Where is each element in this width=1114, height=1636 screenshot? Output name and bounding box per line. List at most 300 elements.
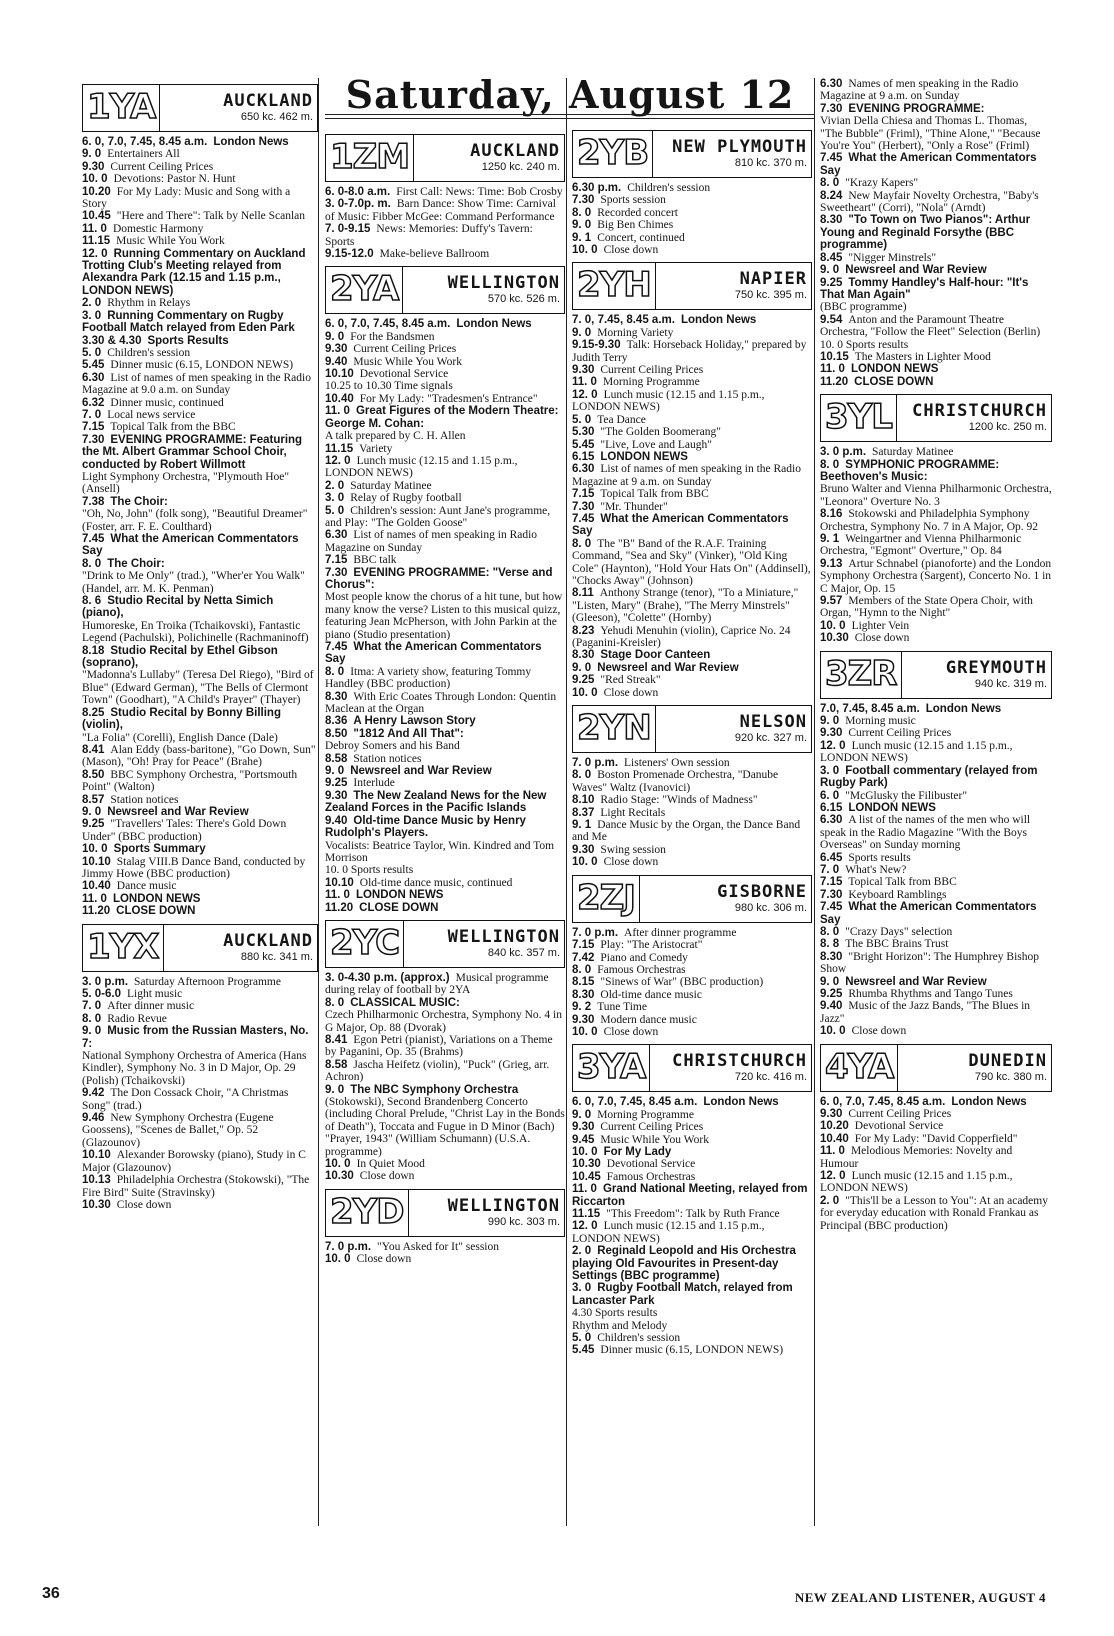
programme-title: "Travellers' Tales: There's Gold Down Under" (BBC production) — [82, 818, 287, 843]
programme-title: "Crazy Days" selection — [845, 925, 953, 938]
programme-entry — [82, 1199, 318, 1211]
programme-time: 7.15 — [82, 421, 105, 434]
programme-entry — [572, 1344, 812, 1356]
programme-time: 6.30 — [820, 814, 843, 827]
programme-entry — [325, 666, 565, 691]
programme-time: 10.10 — [325, 876, 354, 889]
programme-time: 11. 0 — [325, 889, 350, 902]
programme-time: 9.30 — [325, 789, 348, 802]
programme-entry — [572, 964, 812, 976]
programme-time: 7.15 — [325, 554, 348, 567]
programme-entry — [572, 1158, 812, 1170]
programme-entry — [572, 1171, 812, 1183]
programme-title: LONDON NEWS — [850, 363, 939, 376]
programme-title: Current Ceiling Prices — [848, 727, 952, 740]
programme-time: 9.30 — [572, 1121, 595, 1134]
programme-entry — [572, 1245, 812, 1282]
programme-time: 7.15 — [572, 939, 595, 952]
programme-title: CLOSE DOWN — [359, 901, 439, 914]
programme-title: "Drink to Me Only" (trad.), "Wher'er You Walk" (Handel, arr. M. K. Penman) — [82, 570, 305, 595]
programme-title: Newsreel and War Review — [845, 975, 987, 988]
programme-entry — [82, 570, 318, 595]
programme-time: 10. 0 — [572, 244, 598, 257]
programme-title: Bruno Walter and Vienna Philharmonic Orchestra, "Leonora" Overture No. 3 — [820, 483, 1052, 508]
programme-time: 9.25 — [325, 777, 348, 790]
programme-title: BBC talk — [353, 554, 397, 567]
programme-entry — [820, 314, 1052, 339]
programme-title: Close down — [603, 1025, 659, 1038]
programme-title: Tea Dance — [597, 413, 646, 426]
programme-title: Dinner music (6.15, LONDON NEWS) — [600, 1344, 784, 1357]
programme-entry — [572, 513, 812, 538]
programme-time: 7.45 — [820, 901, 843, 914]
programme-title: Close down — [603, 856, 659, 869]
programme-title: What the American Commentators Say — [82, 533, 299, 558]
programme-entry — [572, 1109, 812, 1121]
programme-entry — [820, 802, 1052, 814]
programme-time: 10. 0 — [820, 619, 846, 632]
programme-entry — [572, 1220, 812, 1245]
programme-title: Rhythm in Relays — [107, 297, 191, 310]
programme-entry — [82, 669, 318, 706]
station-city: AUCKLAND — [223, 91, 313, 111]
programme-entry — [820, 765, 1052, 790]
programme-entry — [325, 740, 565, 752]
programme-time: 11. 0 — [820, 363, 845, 376]
programme-entry — [82, 905, 318, 917]
programme-entry — [325, 777, 565, 789]
programme-title: "La Folia" (Corelli), English Dance (Dale) — [82, 731, 278, 744]
programme-title: Yehudi Menuhin (violin), Caprice No. 24 (Paganini-Kreisler) — [572, 624, 791, 649]
station-frequency: 880 kc. 341 m. — [240, 950, 313, 963]
programme-title: Radio Revue — [107, 1012, 167, 1025]
programme-entry — [82, 1050, 318, 1087]
programme-entry — [82, 744, 318, 769]
programme-time: 11.15 — [572, 1208, 601, 1220]
station-header — [572, 1044, 812, 1092]
programme-entry — [82, 508, 318, 533]
programme-title: Topical Talk from the BBC — [110, 421, 236, 434]
programme-time: 11.20 — [82, 905, 111, 918]
programme-time: 9.30 — [572, 1013, 595, 1026]
station-frequency: 980 kc. 306 m. — [734, 901, 807, 914]
programme-title: Debroy Somers and his Band — [325, 740, 460, 753]
programme-title: The Masters in Lighter Mood — [854, 350, 991, 363]
programme-entry — [572, 501, 812, 513]
station-block — [325, 134, 565, 260]
programme-time: 10.45 — [572, 1170, 601, 1183]
programme-title: "Bright Horizon": The Humphrey Bishop Show — [820, 950, 1039, 976]
column-4 — [820, 78, 1052, 1232]
programme-time: 5. 0 — [82, 346, 102, 359]
programme-time: 2. 0 — [82, 297, 102, 310]
programme-time: 6. 0, 7.0, 7.45, 8.45 a.m. — [82, 136, 208, 148]
programme-entry — [325, 1059, 565, 1084]
station-info — [902, 652, 1052, 698]
programme-entry — [820, 715, 1052, 727]
programme-time: 8.50 — [325, 727, 348, 740]
programme-time: 3. 0-4.30 p.m. (approx.) — [325, 971, 450, 984]
programme-entry — [325, 480, 565, 492]
programme-entry — [82, 806, 318, 818]
station-info — [164, 925, 318, 971]
programme-entry — [325, 1096, 565, 1158]
programme-time: 7.30 — [82, 433, 105, 446]
programme-title: Music While You Work — [116, 235, 225, 248]
programme-title: Lunch music (12.15 and 1.15 p.m., LONDON NEWS) — [572, 388, 765, 414]
programme-title: Current Ceiling Prices — [600, 364, 704, 377]
programme-time: 7. 0 — [82, 1000, 102, 1013]
programme-entry — [325, 405, 565, 430]
programme-time: 11. 0 — [572, 376, 597, 389]
programme-time: 9. 0 — [820, 975, 840, 988]
programme-time: 7.30 — [572, 500, 595, 513]
programme-entry — [82, 421, 318, 433]
programme-time: 9.15-9.30 — [572, 339, 621, 352]
programme-title: Dinner music (6.15, LONDON NEWS) — [110, 359, 294, 372]
station-block — [325, 1189, 565, 1266]
programme-time: 8.30 — [820, 950, 843, 963]
programme-title: "McGlusky the Filibuster" — [845, 789, 968, 802]
station-callsign: 1ZM — [326, 135, 414, 181]
programme-time: 7. 0 — [820, 863, 840, 876]
programme-title: Humoreske, En Troika (Tchaikovski), Fantastic Legend (Pachulski), Polichinelle (Rachmaninoff) — [82, 619, 309, 645]
programme-entry — [572, 232, 812, 244]
programme-time: 9. 0 — [325, 765, 345, 778]
programme-title: Radio Stage: "Winds of Madness" — [600, 794, 758, 807]
programme-entry — [572, 451, 812, 463]
programme-time: 8.16 — [820, 508, 843, 521]
programme-title: Lunch music (12.15 and 1.15 p.m., LONDON NEWS) — [820, 1170, 1013, 1195]
programme-title: The "B" Band of the R.A.F. Training Command, "Sea and Sky" (Vinker), "Old King Cole" (Haynton), "Hold Your Hats On" (Addinsell), "Chocks Away" (Johnson) — [572, 537, 811, 587]
programme-time: 10. 0 — [820, 1025, 846, 1038]
programme-entry — [820, 1096, 1052, 1108]
programme-entry — [572, 194, 812, 206]
programme-time: 8. 0 — [572, 963, 592, 976]
programme-time: 11. 0 — [572, 1183, 597, 1196]
station-callsign: 2YH — [573, 263, 656, 309]
programme-title: Newsreel and War Review — [845, 264, 987, 277]
programme-title: Light Symphony Orchestra, "Plymouth Hoe" (Ansell) — [82, 470, 290, 496]
programme-title: Morning Programme — [602, 376, 700, 389]
programme-entry — [572, 1026, 812, 1038]
programme-entry — [572, 1121, 812, 1133]
programme-entry — [325, 790, 565, 815]
programme-entry — [325, 691, 565, 716]
programme-time: 9.30 — [572, 364, 595, 377]
programme-title: Czech Philharmonic Orchestra, Symphony No. 4 in G Major, Op. 88 (Dvorak) — [325, 1009, 562, 1034]
programme-time: 10. 0 — [572, 1145, 598, 1158]
programme-entry — [820, 483, 1052, 508]
programme-title: Listeners' Own session — [624, 757, 730, 770]
programme-entry — [820, 790, 1052, 802]
programme-time: 8.36 — [325, 715, 348, 728]
programme-time: 8. 0 — [325, 665, 345, 678]
station-header — [820, 394, 1052, 442]
station-frequency: 650 kc. 462 m. — [240, 111, 313, 123]
programme-entry — [820, 252, 1052, 264]
programme-entry — [325, 753, 565, 765]
programme-entry — [820, 632, 1052, 644]
programme-entry — [325, 815, 565, 840]
programme-time: 3. 0 — [572, 1282, 592, 1295]
programme-entry — [82, 359, 318, 371]
programme-entry — [820, 1133, 1052, 1145]
programme-time: 11.15 — [82, 235, 111, 248]
station-info — [653, 131, 811, 177]
programme-title: "Madonna's Lullaby" (Teresa Del Riego), "Bird of Blue" (Edward German), "The Bells of Clermont Town" (Goodhart), "A Child's Prayer" (Thayer) — [82, 669, 314, 707]
programme-entry — [820, 976, 1052, 988]
station-block — [325, 920, 565, 1183]
programme-time: 12. 0 — [820, 739, 846, 752]
programme-entry — [325, 223, 565, 248]
programme-time: 7. 0 — [82, 408, 102, 421]
programme-entry — [82, 1013, 318, 1025]
programme-time: 5. 0-6.0 — [82, 988, 121, 1000]
programme-title: Boston Promenade Orchestra, "Danube Waves" Waltz (Ivanovici) — [572, 769, 779, 794]
programme-time: 8. 0 — [572, 537, 592, 550]
programme-title: Anthony Strange (tenor), "To a Miniature," "Listen, Mary" (Brahe), "The Merry Minstrels" (Gleeson), "Colette" (Hornby) — [572, 587, 799, 625]
programme-time: 8. 0 — [820, 177, 840, 190]
programme-title: Vivian Della Chiesa and Thomas L. Thomas, "The Bubble" (Friml), "Thine Alone," "Because You're You" (Herbert), "Only a Rose" (Friml) — [820, 115, 1041, 153]
station-frequency: 720 kc. 416 m. — [734, 1071, 807, 1084]
programme-title: Philadelphia Orchestra (Stokowski), "The Fire Bird" Suite (Stravinsky) — [82, 1174, 310, 1199]
programme-entry — [325, 505, 565, 530]
programme-entry — [572, 538, 812, 588]
station-frequency: 920 kc. 327 m. — [734, 732, 807, 745]
programme-title: London News — [703, 1096, 779, 1109]
station-info — [650, 1045, 811, 1091]
programme-entry — [325, 393, 565, 405]
station-frequency: 1250 kc. 240 m. — [481, 161, 560, 173]
programme-title: New Mayfair Novelty Orchestra, "Baby's Sweetheart" (Corri), "Nola" (Arndt) — [820, 189, 1039, 215]
station-callsign: 3YA — [573, 1045, 650, 1091]
programme-title: Devotional Service — [359, 368, 449, 381]
programme-entry — [82, 558, 318, 570]
programme-title: Melodious Memories: Novelty and Humour — [820, 1145, 1013, 1170]
programme-time: 3. 0 p.m. — [820, 446, 867, 459]
programme-title: Devotional Service — [854, 1120, 944, 1133]
programme-title: Music While You Work — [600, 1133, 709, 1146]
station-city: WELLINGTON — [447, 1195, 560, 1216]
programme-title: Grand National Meeting, relayed from Riccarton — [572, 1183, 808, 1208]
programme-time: 7. 0 p.m. — [572, 757, 619, 770]
station-block — [572, 1044, 812, 1357]
programme-time: 5.30 — [572, 426, 595, 439]
station-city: NEW PLYMOUTH — [672, 137, 807, 157]
programme-time: 9.57 — [820, 595, 843, 608]
programme-entry — [325, 728, 565, 740]
station-info — [404, 921, 564, 967]
programme-title: Children's session: Aunt Jane's programme, and Play: "The Golden Goose" — [325, 504, 551, 529]
programme-entry — [572, 414, 812, 426]
programme-time: 3. 0-7.0p. m. — [325, 198, 391, 211]
programme-title: Children's session — [627, 182, 711, 194]
programme-title: Light music — [127, 988, 183, 1000]
programme-entry — [325, 1170, 565, 1182]
programme-entry — [820, 264, 1052, 276]
programme-title: The Don Cossack Choir, "A Christmas Song" (trad.) — [82, 1087, 289, 1112]
station-callsign: 3YL — [821, 395, 897, 441]
programme-entry — [572, 1014, 812, 1026]
programme-entry — [820, 78, 1052, 103]
programme-title: What the American Commentators Say — [820, 901, 1037, 926]
station-block — [572, 705, 812, 869]
programme-time: 9.40 — [325, 355, 348, 368]
programme-entry — [82, 794, 318, 806]
station-city: NAPIER — [739, 269, 807, 290]
programme-entry — [572, 1282, 812, 1307]
programme-entry — [572, 327, 812, 339]
programme-entry — [82, 161, 318, 173]
programme-title: LONDON NEWS — [112, 892, 201, 905]
programme-entry — [325, 492, 565, 504]
station-frequency: 1200 kc. 250 m. — [968, 421, 1047, 434]
programme-entry — [82, 173, 318, 185]
programme-entry — [82, 1149, 318, 1174]
programme-time: 10.10 — [82, 855, 111, 868]
programme-time: 9. 0 — [572, 1108, 592, 1121]
column-1 — [82, 78, 318, 1211]
programme-time: 7.15 — [572, 488, 595, 501]
programme-title: A talk prepared by C. H. Allen — [325, 430, 466, 443]
programme-title: Close down — [356, 1253, 412, 1266]
programme-time: 7. 0 p.m. — [325, 1240, 372, 1253]
programme-title: Weingartner and Vienna Philharmonic Orchestra, "Egmont" Overture," Op. 84 — [820, 533, 1022, 558]
programme-time: 9. 0 — [572, 219, 592, 232]
programme-title: Sports Results — [147, 334, 229, 347]
programme-entry — [82, 645, 318, 670]
programme-time: 10.13 — [82, 1174, 111, 1187]
programme-time: 6.30 — [82, 371, 105, 384]
programme-time: 6. 0, 7.0, 7.45, 8.45 a.m. — [572, 1096, 698, 1109]
programme-entry — [820, 1170, 1052, 1195]
programme-entry — [82, 210, 318, 222]
programme-entry — [82, 595, 318, 620]
programme-time: 8. 0 — [820, 458, 840, 471]
programme-title: Lunch music (12.15 and 1.15 p.m., LONDON NEWS) — [325, 454, 518, 480]
programme-entry — [82, 434, 318, 471]
programme-time: 9.46 — [82, 1112, 105, 1125]
programme-entry — [325, 380, 565, 392]
programme-time: 9.42 — [82, 1087, 105, 1100]
programme-title: Close down — [603, 686, 659, 699]
programme-title: Domestic Harmony — [112, 222, 204, 235]
programme-time: 8.57 — [82, 793, 105, 806]
programme-title: Rhumba Rhythms and Tango Tunes — [848, 988, 1013, 1000]
station-header — [325, 1189, 565, 1237]
column-3 — [572, 124, 812, 1357]
programme-time: 10.10 — [82, 1149, 111, 1162]
programme-title: What's New? — [845, 863, 907, 876]
programme-time: 9.30 — [820, 727, 843, 740]
programme-time: 10. 0 — [572, 1025, 598, 1038]
programme-entry — [820, 703, 1052, 715]
programme-entry — [325, 331, 565, 343]
programme-time: 8.45 — [820, 251, 843, 264]
station-block — [82, 84, 318, 918]
programme-entry — [820, 214, 1052, 251]
programme-time: 6.30 — [572, 463, 595, 476]
programme-time: 12. 0 — [572, 388, 598, 401]
programme-entry — [820, 190, 1052, 215]
programme-entry — [325, 641, 565, 666]
programme-time: 7.0, 7.45, 8.45 a.m. — [820, 702, 920, 715]
programme-title: Famous Orchestras — [606, 1170, 696, 1183]
programme-time: 10.30 — [820, 632, 849, 645]
programme-title: EVENING PROGRAMME: Featuring the Mt. Albert Grammar School Choir, conducted by Robert Willmott — [82, 433, 303, 471]
programme-entry — [820, 889, 1052, 901]
programme-time: 7.15 — [820, 876, 843, 889]
programme-entry — [82, 148, 318, 160]
programme-entry — [572, 625, 812, 650]
programme-time: 3. 0 — [82, 309, 102, 322]
station-header — [82, 84, 318, 132]
station-city: WELLINGTON — [447, 273, 560, 294]
programme-entry — [572, 939, 812, 951]
programme-time: 11. 0 — [325, 405, 350, 418]
programme-time: 9.40 — [325, 814, 348, 827]
programme-title: "Mr. Thunder" — [600, 500, 668, 513]
station-header — [820, 1044, 1052, 1092]
programme-title: Current Ceiling Prices — [110, 160, 214, 173]
programme-entry — [572, 1320, 812, 1332]
programme-time: 9.45 — [572, 1133, 595, 1146]
programme-entry — [325, 1009, 565, 1034]
programme-time: 10.30 — [82, 1198, 111, 1211]
programme-time: 9.30 — [82, 160, 105, 173]
programme-title: BBC Symphony Orchestra, "Portsmouth Point" (Walton) — [82, 768, 298, 794]
programme-entry — [572, 1208, 812, 1220]
programme-title: Rugby Football Match, relayed from Lancaster Park — [572, 1282, 793, 1307]
programme-entry — [572, 1096, 812, 1108]
programme-entry — [82, 988, 318, 1000]
programme-time: 10.20 — [820, 1120, 849, 1133]
programme-title: Old-time Dance Music by Henry Rudolph's Players. — [325, 814, 526, 840]
programme-time: 10. 0 — [572, 686, 598, 699]
programme-time: 8.37 — [572, 806, 595, 819]
programme-time: 9. 0 — [572, 661, 592, 674]
programme-title: Morning Programme — [597, 1108, 694, 1121]
programme-time: 8.30 — [820, 214, 843, 227]
programme-title: Itma: A variety show, featuring Tommy Handley (BBC production) — [325, 665, 532, 691]
programme-time: 9. 0 — [82, 805, 102, 818]
station-city: CHRISTCHURCH — [672, 1051, 807, 1072]
programme-title: LONDON NEWS — [355, 889, 444, 902]
station-block — [572, 262, 812, 699]
programme-time: 9. 0 — [82, 1025, 102, 1038]
programme-title: "Red Streak" — [600, 674, 661, 687]
station-city: GREYMOUTH — [945, 657, 1047, 678]
programme-entry — [82, 1000, 318, 1012]
programme-entry — [325, 997, 565, 1009]
programme-title: Close down — [854, 632, 910, 645]
programme-entry — [820, 1120, 1052, 1132]
station-info — [160, 85, 317, 131]
programme-time: 6.32 — [82, 396, 105, 409]
programme-title: LONDON NEWS — [600, 450, 688, 463]
programme-title: Local news service — [107, 408, 196, 421]
programme-time: 5.45 — [572, 438, 595, 451]
programme-entry — [820, 277, 1052, 302]
programme-entry — [325, 1253, 565, 1265]
programme-entry — [820, 115, 1052, 152]
programme-entry — [325, 972, 565, 997]
programme-entry — [82, 1087, 318, 1112]
programme-time: 6. 0, 7.0, 7.45, 8.45 a.m. — [325, 318, 451, 331]
station-city: WELLINGTON — [447, 926, 560, 947]
programme-time: 9.13 — [820, 557, 843, 570]
